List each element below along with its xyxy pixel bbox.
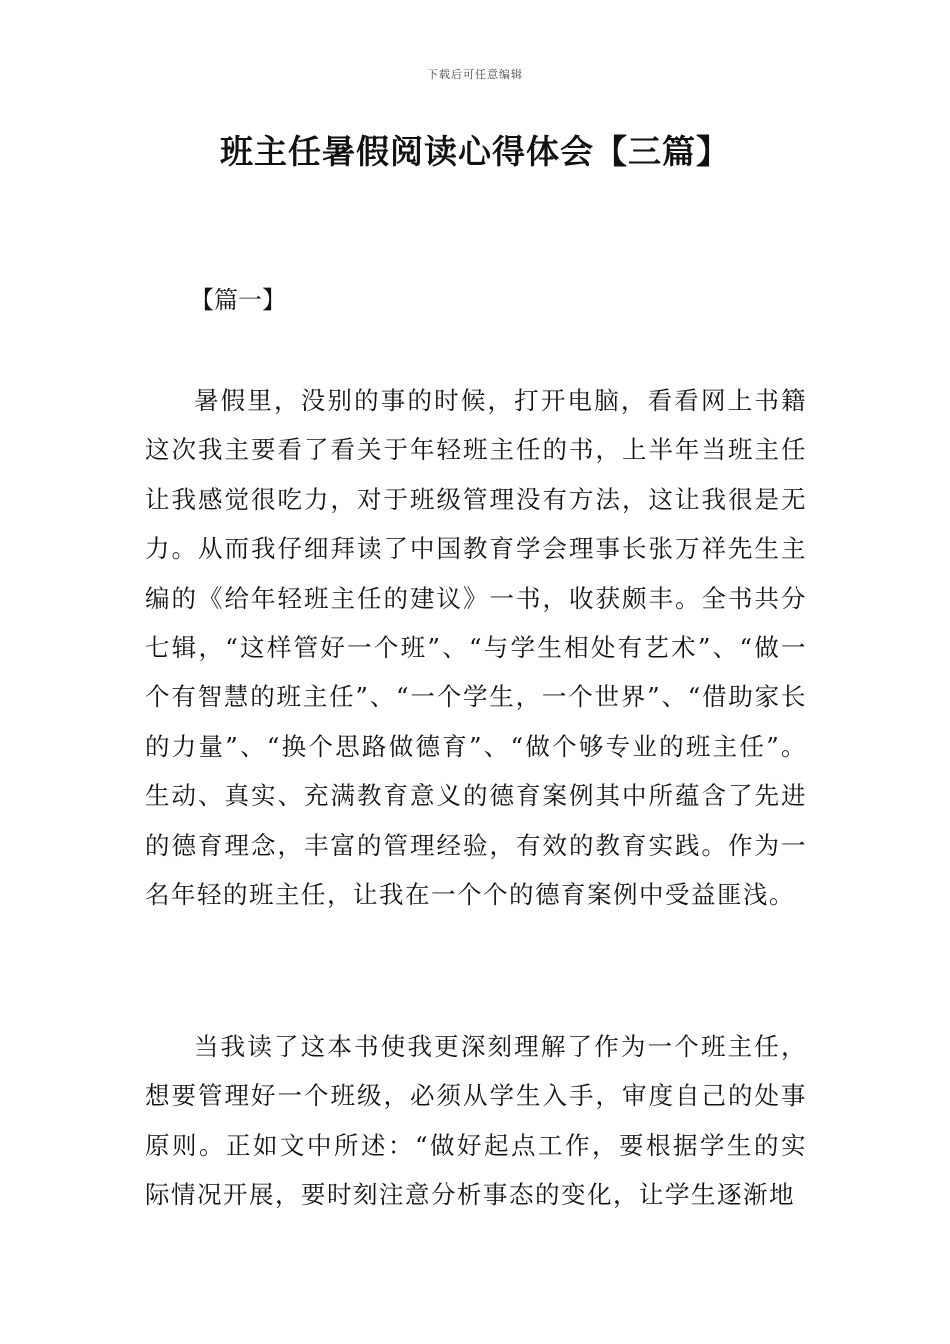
header-note: 下载后可任意编辑 <box>427 68 523 81</box>
section-heading: 【篇一】 <box>190 286 286 314</box>
document-title: 班主任暑假阅读心得体会【三篇】 <box>220 132 730 171</box>
body-paragraph-2: 当我读了这本书使我更深刻理解了作为一个班主任，想要管理好一个班级，必须从学生入手，审度自己的处事原则。正如文中所述：“做好起点工作，要根据学生的实际情况开展，要时刻注意分析事态的变化，让学生逐渐地 <box>145 1032 807 1210</box>
body-paragraph-1: 暑假里，没别的事的时候，打开电脑，看看网上书籍这次我主要看了看关于年轻班主任的书，上半年当班主任让我感觉很吃力，对于班级管理没有方法，这让我很是无力。从而我仔细拜读了中国教育学会理事长张万祥先生主编的《给年轻班主任的建议》一书，收获颇丰。全书共分七辑，“这样管好一个班”、“与学生相处有艺术”、“做一个有智慧的班主任”、“一个学生，一个世界”、“借助家长的力量”、“换个思路做德育”、“做个够专业的班主任”。生动、真实、充满教育意义的德育案例其中所蕴含了先进的德育理念，丰富的管理经验，有效的教育实践。作为一名年轻的班主任，让我在一个个的德育案例中受益匪浅。 <box>145 386 807 910</box>
